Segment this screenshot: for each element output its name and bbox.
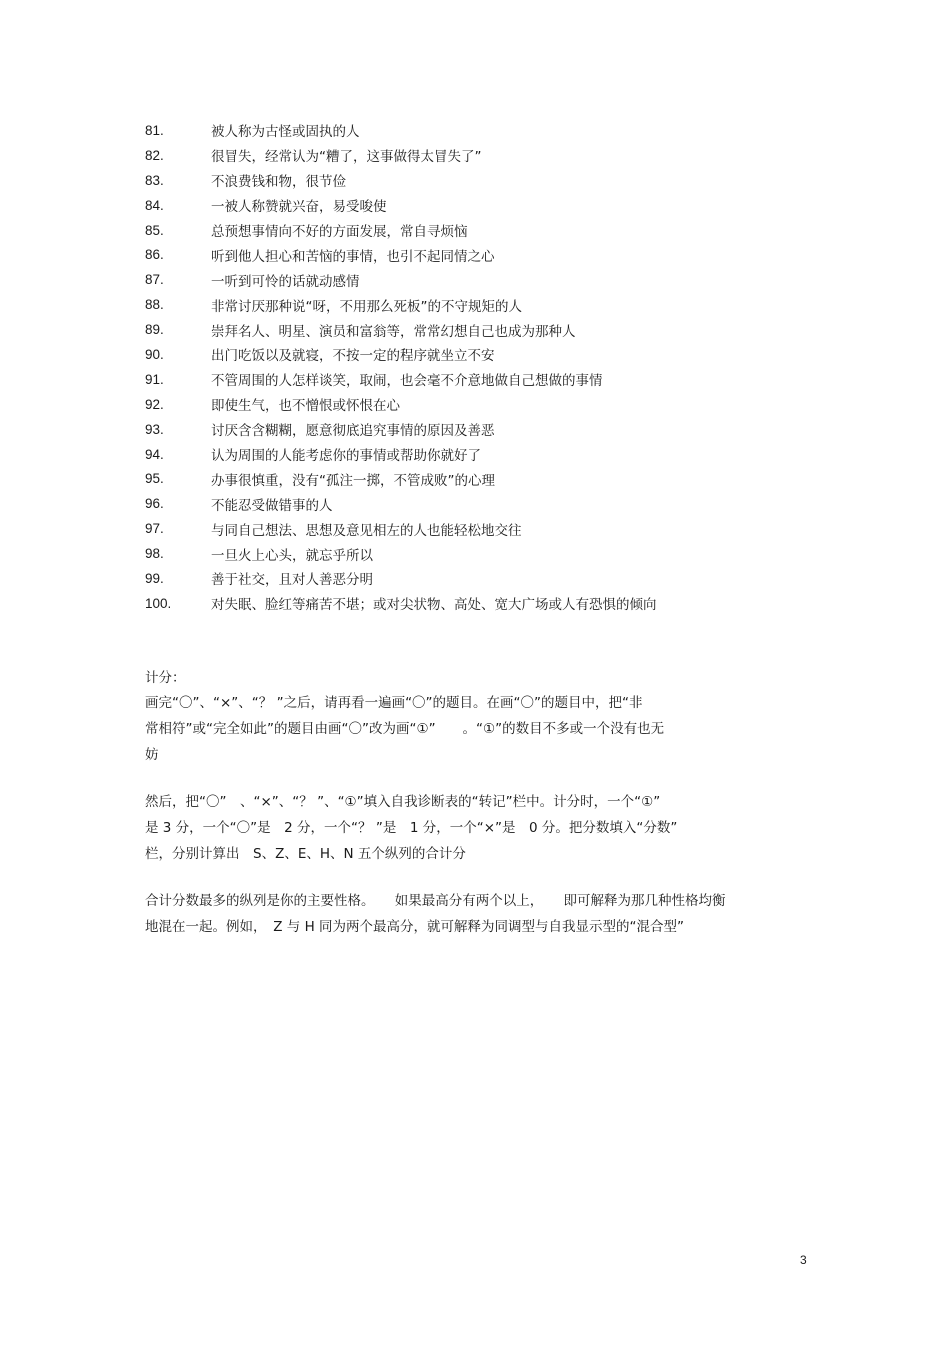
list-item [145,516,845,541]
item-number: 89. [145,322,164,338]
list-item [145,491,845,516]
scoring-paragraph-2 [145,789,795,867]
list-item [145,218,845,243]
item-text: 一听到可怜的话就动感情 [211,273,360,290]
list-item [145,143,845,168]
list-item [145,267,845,292]
list-item [145,242,845,267]
item-number: 88. [145,297,164,313]
list-item [145,118,845,143]
item-text: 不管周围的人怎样谈笑，取闹，也会毫不介意地做自己想做的事情 [211,373,603,390]
paragraph-line: 是 3 分，一个“〇”是 2 分，一个“？ ”是 1 分，一个“×”是 0 分。把分数填入“分数” [145,820,678,836]
item-number: 91. [145,371,164,387]
item-number: 93. [145,421,164,437]
item-number: 96. [145,496,164,512]
list-item [145,392,845,417]
item-text: 即使生气，也不憎恨或怀恨在心 [211,398,400,415]
list-item [145,566,845,591]
item-number: 97. [145,521,164,537]
item-number: 98. [145,546,164,562]
list-item [145,466,845,491]
item-text: 对失眠、脸红等痛苦不堪；或对尖状物、高处、宽大广场或人有恐惧的倾向 [211,597,657,614]
item-text: 非常讨厌那种说“呀，不用那么死板”的不守规矩的人 [211,298,522,315]
item-text: 一被人称赞就兴奋，易受唆使 [211,199,387,216]
scoring-paragraph-3 [145,888,795,940]
paragraph-line: 栏，分别计算出 S、Z、E、H、N 五个纵列的合计分 [145,846,466,862]
scoring-heading [145,665,795,691]
item-number: 99. [145,570,164,586]
paragraph-line: 地混在一起。例如， Z 与 H 同为两个最高分，就可解释为同调型与自我显示型的“混合型” [145,919,685,935]
item-text: 办事很慎重，没有“孤注一掷，不管成败”的心理 [211,472,495,489]
list-item [145,442,845,467]
paragraph-line: 画完“〇”、“×”、“？ ”之后，请再看一遍画“〇”的题目。在画“〇”的题目中，把“非 [145,695,643,711]
item-text: 被人称为古怪或固执的人 [211,124,360,141]
item-text: 不能忍受做错事的人 [211,497,333,514]
list-item [145,168,845,193]
list-item [145,292,845,317]
question-list [145,118,845,616]
item-text: 认为周围的人能考虑你的事情或帮助你就好了 [211,448,481,465]
item-number: 92. [145,396,164,412]
list-item [145,417,845,442]
paragraph-line: 妨 [145,747,159,763]
item-number: 100. [145,595,172,611]
item-text: 一旦火上心头，就忘乎所以 [211,547,373,564]
item-text: 出门吃饭以及就寝，不按一定的程序就坐立不安 [211,348,495,365]
item-number: 87. [145,272,164,288]
scoring-paragraph-1 [145,690,795,768]
scoring-heading-text: 计分： [145,670,186,686]
item-text: 崇拜名人、明星、演员和富翁等，常常幻想自己也成为那种人 [211,323,576,340]
item-text: 听到他人担心和苦恼的事情，也引不起同情之心 [211,248,495,265]
paragraph-line: 然后，把“〇” 、“×”、“？ ”、“①”填入自我诊断表的“转记”栏中。计分时，一个“①” [145,794,661,810]
item-number: 82. [145,147,164,163]
item-number: 94. [145,446,164,462]
item-number: 95. [145,471,164,487]
page-number: 3 [800,1253,807,1267]
item-text: 很冒失，经常认为“糟了，这事做得太冒失了” [211,149,482,166]
item-text: 总预想事情向不好的方面发展，常自寻烦恼 [211,224,468,240]
item-number: 90. [145,346,164,362]
list-item [145,367,845,392]
item-text: 讨厌含含糊糊，愿意彻底追究事情的原因及善恶 [211,423,495,440]
list-item [145,193,845,218]
item-number: 86. [145,247,164,263]
list-item [145,342,845,367]
item-number: 83. [145,172,164,188]
item-number: 85. [145,222,164,238]
paragraph-line: 常相符”或“完全如此”的题目由画“〇”改为画“①” 。“①”的数目不多或一个没有也无 [145,721,665,737]
list-item [145,317,845,342]
item-text: 不浪费钱和物，很节俭 [211,174,346,191]
paragraph-line: 合计分数最多的纵列是你的主要性格。 如果最高分有两个以上， 即可解释为那几种性格均衡 [145,893,726,909]
item-number: 84. [145,197,164,213]
list-item [145,591,845,616]
list-item [145,541,845,566]
item-text: 善于社交，且对人善恶分明 [211,572,373,589]
item-text: 与同自己想法、思想及意见相左的人也能轻松地交往 [211,522,522,539]
item-number: 81. [145,122,164,138]
